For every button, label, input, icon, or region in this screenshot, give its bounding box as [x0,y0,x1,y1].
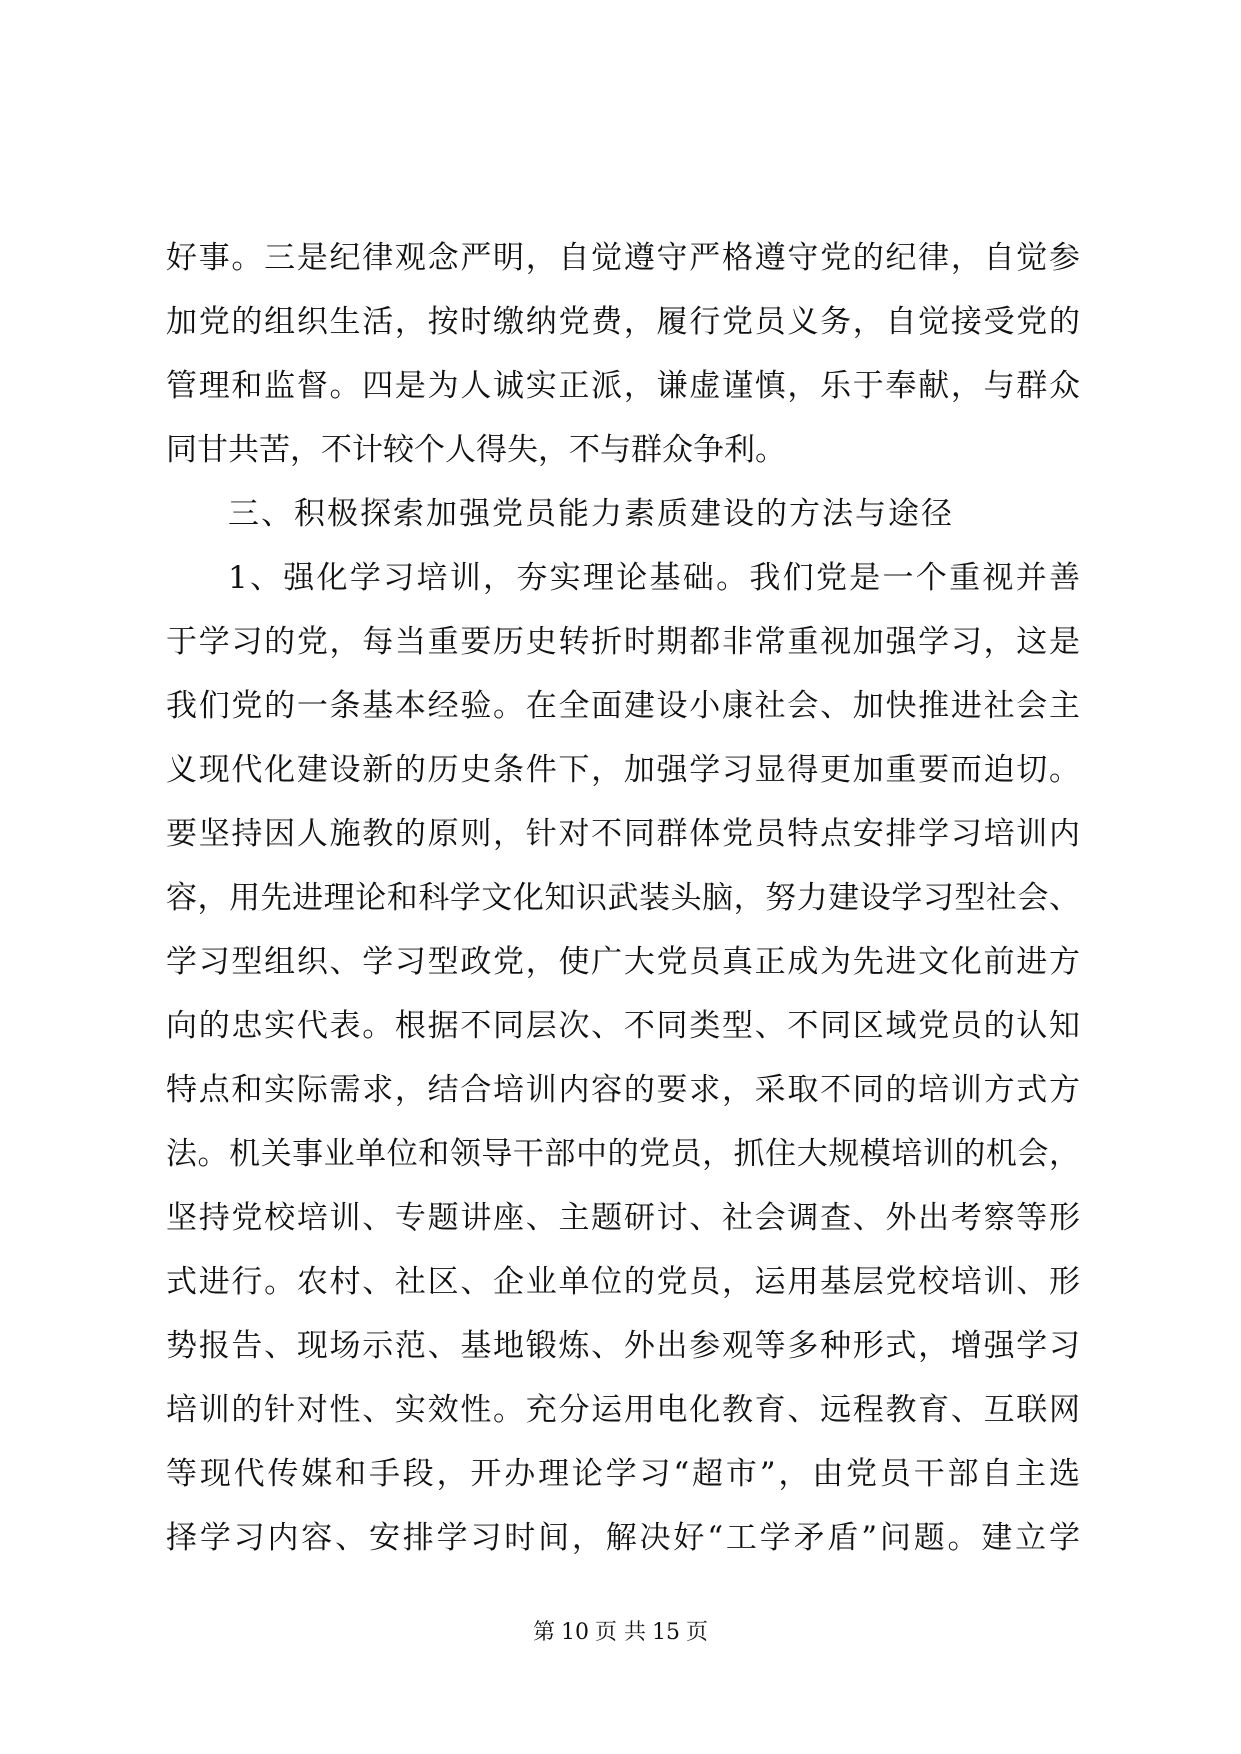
footer-prefix: 第 [532,1620,555,1645]
text-line: 学习型组织、学习型政党，使广大党员真正成为先进文化前进方 [166,944,1080,980]
text-line: 等现代传媒和手段，开办理论学习“超市”，由党员干部自主选 [166,1456,1080,1492]
text-line: 同甘共苦，不计较个人得失，不与群众争利。 [166,432,786,468]
text-line: 特点和实际需求，结合培训内容的要求，采取不同的培训方式方 [166,1072,1080,1108]
footer-current-page: 10 [561,1620,589,1645]
body-text [166,226,1080,1570]
text-line: 择学习内容、安排学习时间，解决好“工学矛盾”问题。建立学 [166,1520,1080,1556]
text-line: 好事。三是纪律观念严明，自觉遵守严格遵守党的纪律，自觉参 [166,240,1080,276]
text-line: 培训的针对性、实效性。充分运用电化教育、远程教育、互联网 [166,1392,1080,1428]
text-line: 义现代化建设新的历史条件下，加强学习显得更加重要而迫切。 [166,752,1080,788]
footer-total-pages: 15 [652,1620,680,1645]
text-line: 要坚持因人施教的原则，针对不同群体党员特点安排学习培训内 [166,816,1080,852]
text-line: 法。机关事业单位和领导干部中的党员，抓住大规模培训的机会， [166,1136,1080,1172]
text-line: 1、强化学习培训，夯实理论基础。我们党是一个重视并善 [228,560,1080,596]
text-line: 式进行。农村、社区、企业单位的党员，运用基层党校培训、形 [166,1264,1080,1300]
text-line: 坚持党校培训、专题讲座、主题研讨、社会调查、外出考察等形 [166,1200,1080,1236]
footer-middle: 页 共 [595,1620,646,1645]
text-line: 于学习的党，每当重要历史转折时期都非常重视加强学习，这是 [166,624,1080,660]
text-line: 容，用先进理论和科学文化知识武装头脑，努力建设学习型社会、 [166,880,1080,916]
text-line: 管理和监督。四是为人诚实正派，谦虚谨慎，乐于奉献，与群众 [166,368,1080,404]
footer-suffix: 页 [686,1620,709,1645]
text-line: 势报告、现场示范、基地锻炼、外出参观等多种形式，增强学习 [166,1328,1080,1364]
section-heading: 三、积极探索加强党员能力素质建设的方法与途径 [228,496,954,532]
text-line: 加党的组织生活，按时缴纳党费，履行党员义务，自觉接受党的 [166,304,1080,340]
page-footer [0,1618,1241,1648]
text-line: 向的忠实代表。根据不同层次、不同类型、不同区域党员的认知 [166,1008,1080,1044]
text-line: 我们党的一条基本经验。在全面建设小康社会、加快推进社会主 [166,688,1080,724]
